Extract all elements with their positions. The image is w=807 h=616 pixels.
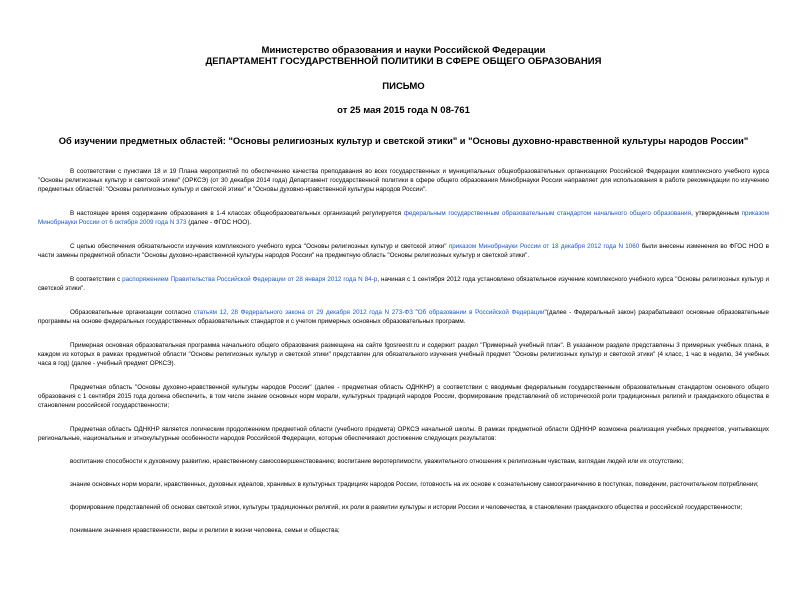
paragraph-text: "(далее - Федеральный закон) разрабатывают основные образовательные программы на основе федеральных государственных образовательных стандартов и с учетом примерных основных образовательных программ. [38, 309, 769, 325]
ministry-name: Министерство образования и науки Российской Федерации [261, 45, 546, 56]
link-fgos-noo[interactable]: федеральным государственным образовательным стандартом начального общего образования [403, 210, 692, 217]
link-order-373[interactable]: приказом Минобрнауки России от 6 октября 2009 года N 373 [38, 210, 769, 226]
paragraph-fgos-noo [38, 209, 769, 227]
paragraph-text: (далее - ФГОС НОО). [186, 219, 252, 226]
link-law-articles[interactable]: статьям 12, 28 Федерального закона от 29 декабря 2012 года N 273-ФЗ [193, 309, 413, 316]
link-government-order-84r[interactable]: распоряжением Правительства Российской Федерации от 28 января 2012 года N 84-р [122, 276, 378, 283]
paragraph-odnknr-area: Предметная область "Основы духовно-нравственной культуры народов России" (далее - предметная область ОДНКНР) в соответствии с вводимым федеральным государственным образовательным стандартом основного общего образования с 1 сентября 2015 года должна обеспечить, в том числе знание основных норм морали, культурных традиций народов России, формирование представлений об исторической роли традиционных религий и гражданского общества в становлении российской государственности; [38, 384, 769, 409]
result-item: знание основных норм морали, нравственных, духовных идеалов, хранимых в культурных традициях народов России, готовность на их основе к сознательному самоограничению в поступках, поведении, расточительном потреблении; [70, 481, 759, 488]
result-item: формирование представлений об основах светской этики, культуры традиционных религий, их роли в развитии культуры и истории России и человечества, в становлении гражданского общества и российской государственности; [70, 504, 743, 511]
paragraph-plan-reference: В соответствии с пунктами 18 и 19 Плана мероприятий по обеспечению качества преподавания во всех государственных и муниципальных общеобразовательных организациях Российской Федерации комплексного учебного курса "Основы религиозных культур и светской этики" (ОРКСЭ) (от 30 декабря 2014 года) Департамент государственной политики в сфере общего образования Минобрнауки России направляет для использования в работе рекомендации по изучению предметных областей: "Основы религиозных культур и светской этики" и "Основы духовно-нравственной культуры народов России". [38, 168, 769, 193]
paragraph-text: , начиная с 1 сентября 2012 года установлено обязательное изучение комплексного учебного курса "Основы религиозных культур и светской этики". [38, 276, 769, 292]
paragraph-odnknr-continuation: Предметная область ОДНКНР является логическим продолжением предметной области (учебного предмета) ОРКСЭ начальной школы. В рамках предметной области ОДНКНР возможна реализация учебных предметов, учитывающих региональные, национальные и этнокультурные особенности народов Российской Федерации, которые обеспечивают достижение следующих результатов: [38, 426, 769, 442]
paragraph-model-program: Примерная основная образовательная программа начального общего образования размещена на сайте fgosreestr.ru и содержит раздел "Примерный учебный план". В указанном разделе представлены 3 примерных учебных плана, в каждом из которых в рамках предметной области "Основы религиозных культур и светской этики" представлен для обязательного изучения учебный предмет "Основы религиозных культур и светской этики" (4 класс, 1 час в неделю, 34 учебных часа в год) (далее - учебный предмет ОРКСЭ). [38, 342, 769, 367]
link-law-on-education[interactable]: Об образовании в Российской Федерации [417, 309, 545, 316]
document-title: Об изучении предметных областей: "Основы религиозных культур и светской этики" и "Основы духовно-нравственной культуры народов России" [58, 136, 749, 146]
paragraph-text: " [412, 309, 418, 316]
paragraph-order-1060 [38, 242, 769, 260]
result-item: понимание значения нравственности, веры и религии в жизни человека, семьи и общества; [70, 527, 340, 534]
paragraph-text: В настоящее время содержание образования в 1-4 классах общеобразовательных организаций регулируется [70, 210, 404, 217]
document-body [38, 167, 769, 535]
department-name: ДЕПАРТАМЕНТ ГОСУДАРСТВЕННОЙ ПОЛИТИКИ В СФЕРЕ ОБЩЕГО ОБРАЗОВАНИЯ [205, 56, 602, 67]
paragraph-federal-law [38, 308, 769, 326]
paragraph-text: В соответствии с [70, 276, 123, 283]
paragraph-text: С целью обеспечения обязательности изучения комплексного учебного курса "Основы религиозных культур и светской этики" [70, 243, 449, 250]
link-order-1060[interactable]: приказом Минобрнауки России от 18 декабря 2012 года N 1060 [448, 243, 640, 250]
result-item: воспитание способности к духовному развитию, нравственному самосовершенствованию; воспитание веротерпимости, уважительного отношения к религиозным чувствам, взглядам людей или их отсутствию; [70, 458, 684, 465]
paragraph-text: , утвержденным [691, 210, 742, 217]
paragraph-text: были внесены изменения во ФГОС НОО в части замены предметной области "Основы духовно-нравственной культуры народов России" на предметную область "Основы религиозных культур и светской этики". [38, 243, 769, 259]
paragraph-text: Образовательные организации согласно [70, 309, 194, 316]
paragraph-government-order [38, 275, 769, 293]
document-type: ПИСЬМО [382, 81, 425, 92]
document-date-number: от 25 мая 2015 года N 08-761 [337, 105, 470, 116]
document-page [0, 45, 807, 616]
